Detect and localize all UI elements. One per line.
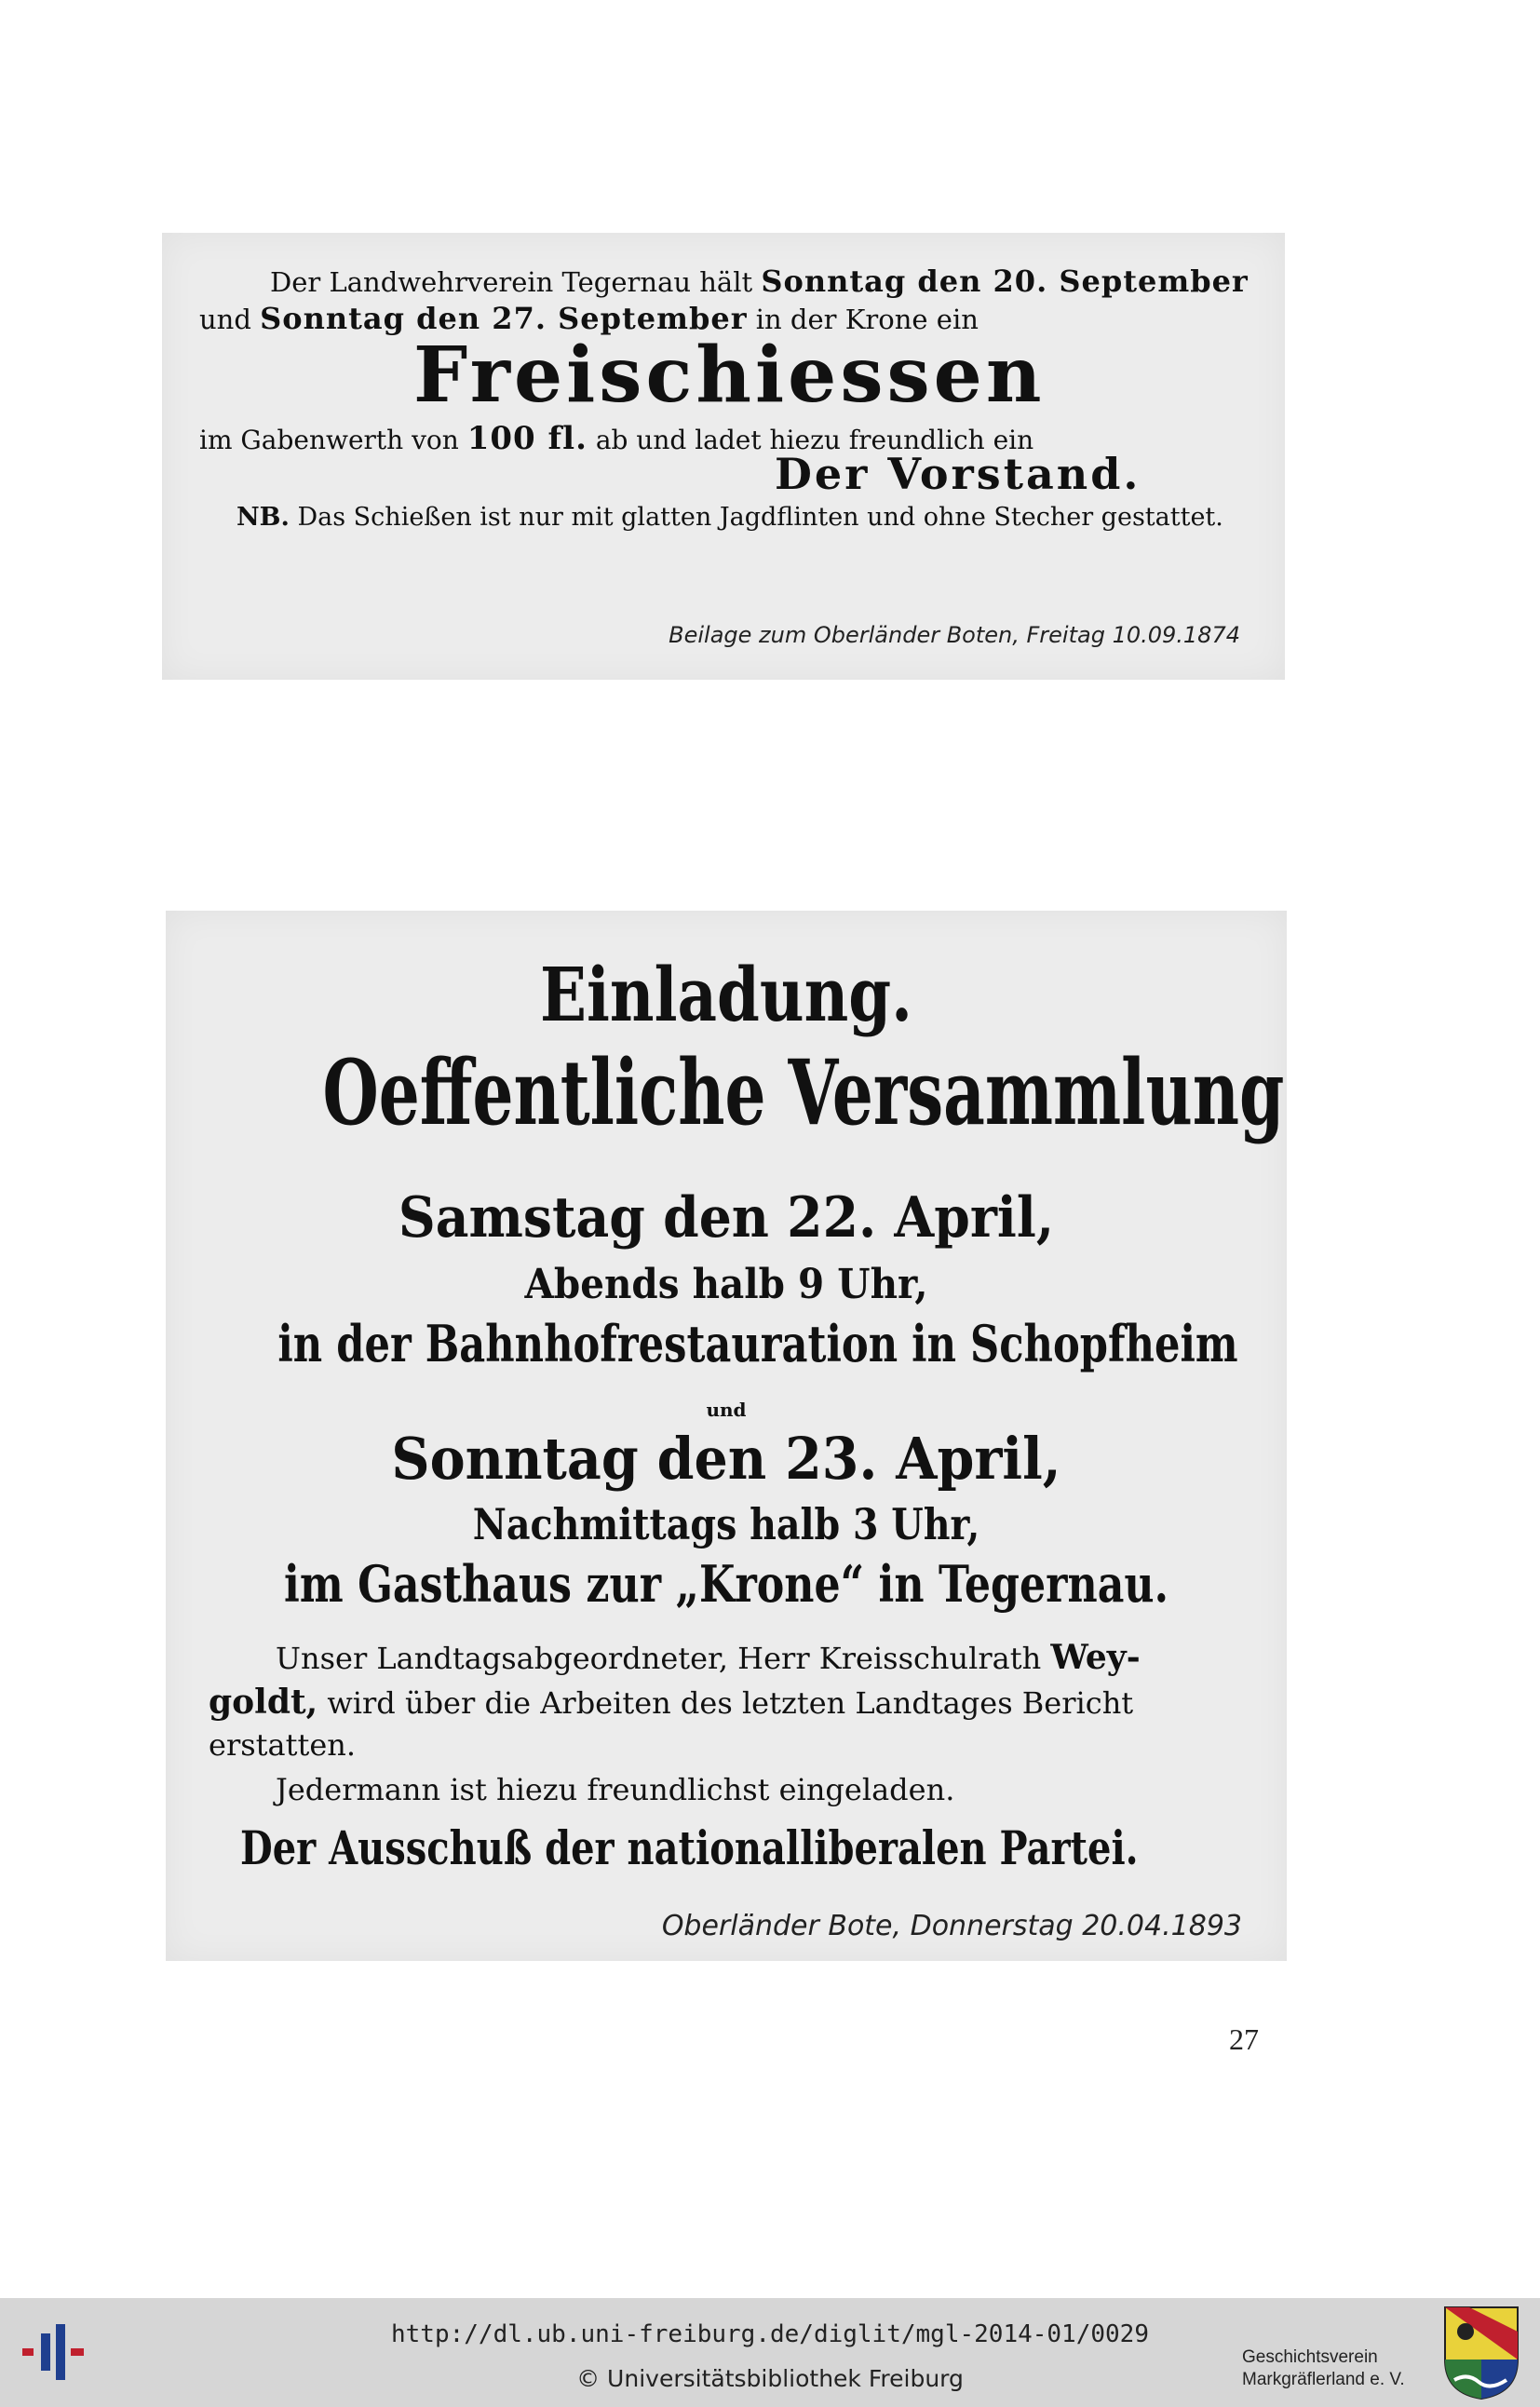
nb-label: NB. (236, 503, 290, 532)
text: und (199, 304, 251, 335)
und-line: und (706, 1399, 747, 1421)
caption-1874: Beilage zum Oberländer Boten, Freitag 10.09.1874 (669, 622, 1240, 648)
coat-of-arms-icon (1441, 2304, 1521, 2402)
signature-ausschuss: Der Ausschuß der nationalliberalen Partei. (240, 1820, 1139, 1875)
caption-1893: Oberländer Bote, Donnerstag 20.04.1893 (661, 1910, 1242, 1942)
org-line-2: Markgräflerland e. V. (1242, 2370, 1405, 2389)
place-line-1: in der Bahnhofrestauration in Schopfheim (277, 1314, 1238, 1373)
page-number: 27 (1229, 2022, 1259, 2056)
bold-name-1: Wey- (1050, 1638, 1141, 1677)
bold-date-2: Sonntag den 27. September (260, 301, 748, 336)
date-line-1: Samstag den 22. April, (398, 1185, 1055, 1251)
place-line-2: im Gasthaus zur „Krone“ in Tegernau. (284, 1554, 1169, 1614)
body-line-3: erstatten. (209, 1727, 357, 1763)
body-line-1 (276, 1638, 1141, 1677)
footer-bar (0, 2298, 1540, 2407)
footer-organization (1242, 2346, 1405, 2391)
bold-amount: 100 fl. (466, 420, 588, 457)
text: Der Landwehrverein Tegernau hält (270, 266, 753, 298)
time-line-2: Nachmittags halb 3 Uhr, (472, 1499, 980, 1549)
body-line-2 (209, 1683, 1134, 1722)
text: Das Schießen ist nur mit glatten Jagdflinten und ohne Stecher gestattet. (297, 503, 1223, 532)
footer-url[interactable]: http://dl.ub.uni-freiburg.de/diglit/mgl-2014-01/0029 (391, 2320, 1149, 2348)
text: wird über die Arbeiten des letzten Landtages Bericht (327, 1685, 1134, 1721)
bold-name-2: goldt, (209, 1683, 318, 1722)
text: Unser Landtagsabgeordneter, Herr Kreisschulrath (276, 1641, 1042, 1676)
headline-freischiessen: Freischiessen (413, 331, 1046, 420)
clip1-line2 (199, 301, 979, 336)
text: in der Krone ein (755, 304, 979, 335)
newspaper-clipping-einladung (166, 911, 1287, 1961)
signature-vorstand: Der Vorstand. (775, 449, 1141, 499)
org-line-1: Geschichtsverein (1242, 2347, 1378, 2367)
date-line-2: Sonntag den 23. April, (391, 1425, 1061, 1493)
body-line-4: Jedermann ist hiezu freundlichst eingeladen. (276, 1772, 955, 1807)
clip1-line1 (270, 264, 1249, 299)
text: ab und ladet hiezu freundlich ein (595, 425, 1034, 455)
bold-date-1: Sonntag den 20. September (761, 264, 1249, 299)
text: im Gabenwerth von (199, 425, 459, 455)
subtitle-versammlung: Oeffentliche Versammlung (322, 1040, 1285, 1145)
footer-copyright: © Universitätsbibliothek Freiburg (576, 2365, 964, 2392)
time-line-1: Abends halb 9 Uhr, (524, 1261, 928, 1308)
title-einladung: Einladung. (539, 951, 913, 1038)
clip1-nb (236, 505, 1223, 530)
newspaper-clipping-freischiessen (162, 233, 1285, 680)
